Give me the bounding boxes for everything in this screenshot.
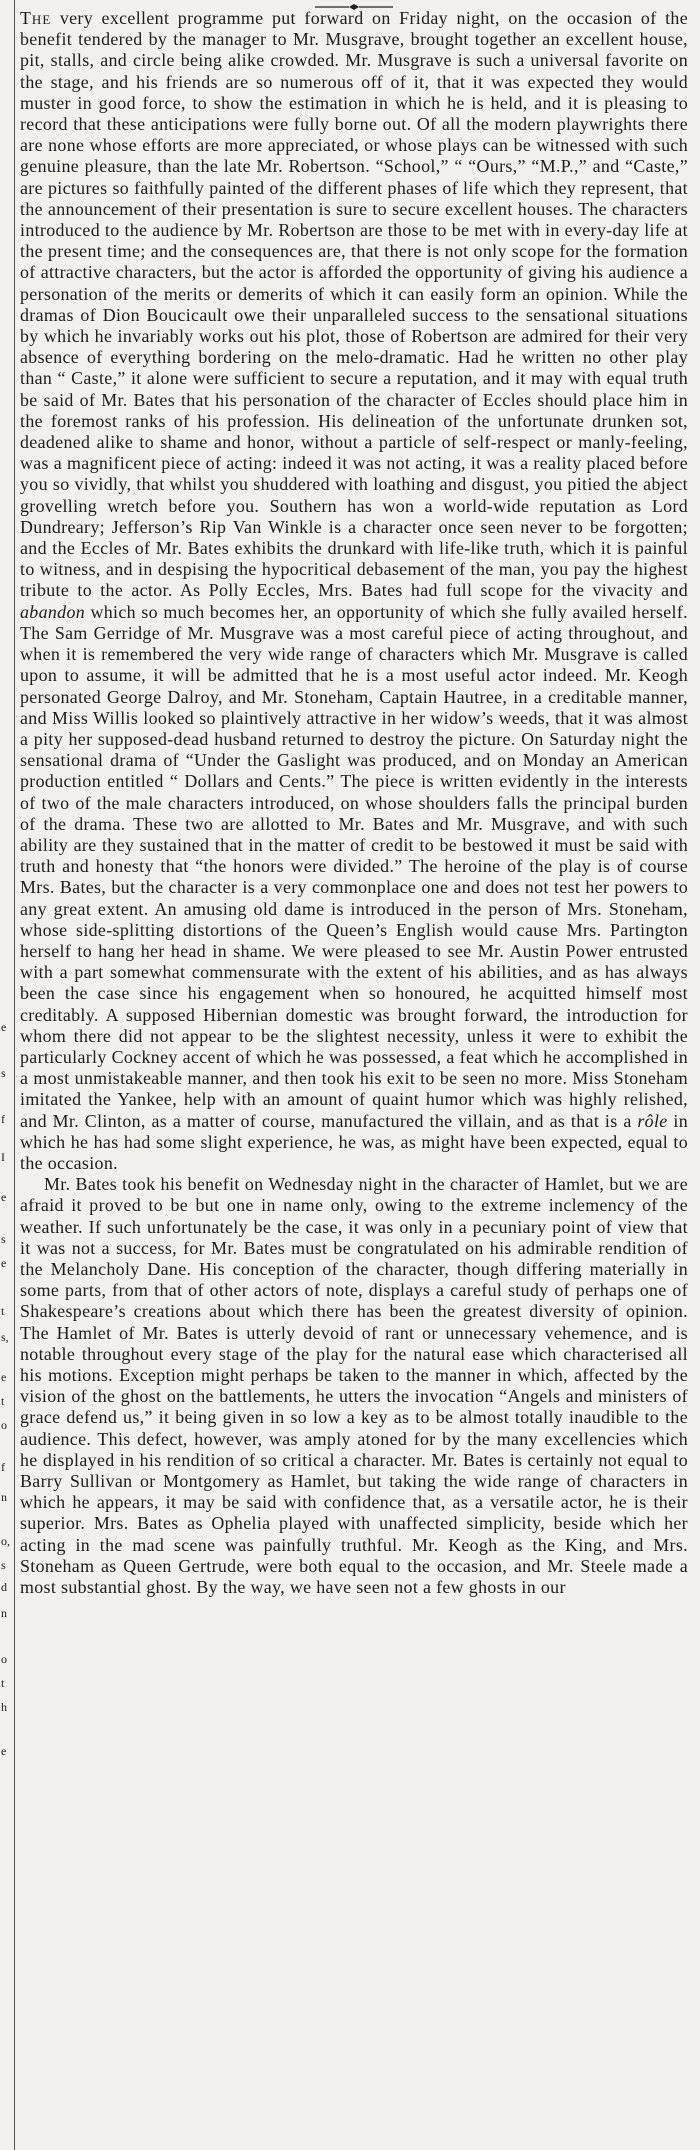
lead-word: The — [20, 8, 52, 28]
gutter-fragment: o — [1, 1652, 7, 1666]
gutter-fragment: s — [1, 1066, 6, 1080]
gutter-fragment: f — [1, 1112, 5, 1126]
gutter-fragment: e — [1, 1190, 7, 1204]
gutter-fragment: t — [1, 1304, 5, 1318]
italic-word: rôle — [637, 1110, 668, 1131]
article-paragraph-1 — [20, 8, 688, 1174]
column-rule — [14, 0, 15, 2150]
italic-word: abandon — [20, 601, 86, 622]
gutter-fragment: e — [1, 1744, 7, 1758]
gutter-fragment: s — [1, 1558, 6, 1572]
article-column — [20, 8, 688, 1598]
gutter-fragment: o, — [1, 1534, 10, 1548]
left-column-fragments — [0, 0, 14, 2150]
gutter-fragment: s — [1, 1232, 6, 1246]
gutter-fragment: o — [1, 1418, 7, 1432]
gutter-fragment: n — [1, 1490, 7, 1504]
gutter-fragment: t — [1, 1676, 5, 1690]
gutter-fragment: h — [1, 1700, 7, 1714]
gutter-fragment: t — [1, 1394, 5, 1408]
gutter-fragment: e — [1, 1370, 7, 1384]
gutter-fragment: d — [1, 1580, 7, 1594]
gutter-fragment: I — [1, 1150, 5, 1164]
paragraph-text: very excellent programme put forward on Friday night, on the occasion of the benefit tendered by the manager to Mr. Musgrave, brought together an excellent house, pit, stalls, and circle being alike crowded. Mr. Musgrave is such a universal favorite on the stage, and his friends are so numerous off of it, that it was expected they would muster in good force, to show the estimation in which he is held, and it is pleasing to record that these anticipations were fully borne out. Of all the modern playwrights there are none whose efforts are more appreciated, or whose plays can be witnessed with such genuine pleasure, than the late Mr. Robertson. “School,” “ “Ours,” “M.P.,” and “Caste,” are pictures so faithfully painted of the different phases of life which they represent, that the announcement of their presentation is sure to secure excellent houses. The characters introduced to the audience by Mr. Robertson are those to be met with in every-day life at the present time; and the consequences are, that there is not only scope for the formation of attractive characters, but the actor is afforded the opportunity of giving his audience a personation of the merits or demerits of which it can easily form an opinion. While the dramas of Dion Boucicault owe their unparalleled success to the sensational situations by which he invariably works out his plot, those of Robertson are admired for their very absence of everything bordering on the melo-dramatic. Had he written no other play than “ Caste,” it alone were sufficient to secure a reputation, and it may with equal truth be said of Mr. Bates that his personation of the character of Eccles should place him in the foremost ranks of his profession. His delineation of the unfortunate drunken sot, deadened alike to shame and honor, without a particle of self-respect or manly-feeling, was a magnificent piece of acting: indeed it was not acting, it was a reality placed before you so vividly, that whilst you shuddered with loathing and disgust, you pitied the abject grovelling wretch before you. Southern has won a world-wide reputation as Lord Dundreary; Jefferson’s Rip Van Winkle is a character once seen never to be forgotten; and the Eccles of Mr. Bates exhibits the drunkard with life-like truth, which it is painful to witness, and in despising the hypocritical debasement of the man, you pay the highest tribute to the actor. As Polly Eccles, Mrs. Bates had full scope for the vivacity and — [20, 8, 688, 601]
gutter-fragment: f — [1, 1460, 5, 1474]
paragraph-text: in which he has had some slight experience, he was, as might have been expected, equal to the occasion. — [20, 1110, 688, 1173]
gutter-fragment: s, — [1, 1330, 9, 1344]
gutter-fragment: e — [1, 1256, 7, 1270]
paragraph-text: which so much becomes her, an opportunity of which she fully availed herself. The Sam Gerridge of Mr. Musgrave was a most careful piece of acting throughout, and when it is remembered the very wide range of characters which Mr. Musgrave is called upon to assume, it will be admitted that he is a most useful actor indeed. Mr. Keogh personated George Dalroy, and Mr. Stoneham, Captain Hautree, in a creditable manner, and Miss Willis looked so plaintively attractive in her widow’s weeds, that it was almost a pity her supposed-dead husband returned to destroy the picture. On Saturday night the sensational drama of “Under the Gaslight was produced, and on Monday an American production entitled “ Dollars and Cents.” The piece is written evidently in the interests of two of the male characters introduced, on whose shoulders falls the principal burden of the drama. These two are allotted to Mr. Bates and Mr. Musgrave, and with such ability are they sustained that in the matter of credit to be bestowed it must be said with truth and honesty that “the honors were divided.” The heroine of the play is of course Mrs. Bates, but the character is a very commonplace one and does not test her powers to any great extent. An amusing old dame is introduced in the person of Mrs. Stoneham, whose side-splitting distortions of the Queen’s English would cause Mrs. Partington herself to hang her head in shame. We were pleased to see Mr. Austin Power entrusted with a part somewhat commensurate with the extent of his abilities, and as has always been the case since his engagement when so honoured, he acquitted himself most creditably. A supposed Hibernian domestic was brought forward, the introduction for whom there did not appear to be the slightest necessity, unless it were to exhibit the particularly Cockney accent of which he was possessed, a feat which he accomplished in a most unmistakeable manner, and then took his exit to be seen no more. Miss Stoneham imitated the Yankee, help with an amount of quaint humor which was highly relished, and Mr. Clinton, as a matter of course, manufactured the villain, and as that is a — [20, 601, 688, 1131]
article-paragraph-2: Mr. Bates took his benefit on Wednesday night in the character of Hamlet, but we are afraid it proved to be but one in name only, owing to the extreme inclemency of the weather. If such unfortunately be the case, it was only in a pecuniary point of view that it was not a success, for Mr. Bates must be congratulated on his admirable rendition of the Melancholy Dane. His conception of the character, though differing materially in some parts, from that of other actors of note, displays a careful study of perhaps one of Shakespeare’s creations about which there has been the greatest diversity of opinion. The Hamlet of Mr. Bates is utterly devoid of rant or unnecessary vehemence, and is notable throughout every stage of the play for the natural ease which characterised all his motions. Exception might perhaps be taken to the manner in which, affected by the vision of the ghost on the battlements, he utters the invocation “Angels and ministers of grace defend us,” it being given in so low a key as to be almost totally inaudible to the audience. This defect, however, was amply atoned for by the many excellencies which he displayed in his rendition of so critical a character. Mr. Bates is certainly not equal to Barry Sullivan or Montgomery as Hamlet, but taking the wide range of characters in which he appears, it may be said with confidence that, as a versatile actor, he is their superior. Mrs. Bates as Ophelia played with unaffected simplicity, beside which her acting in the mad scene was painfully truthful. Mr. Keogh as the King, and Mrs. Stoneham as Queen Gertrude, were both equal to the occasion, and Mr. Steele made a most substantial ghost. By the way, we have seen not a few ghosts in our — [20, 1174, 688, 1598]
gutter-fragment: e — [1, 1020, 7, 1034]
gutter-fragment: n — [1, 1606, 7, 1620]
